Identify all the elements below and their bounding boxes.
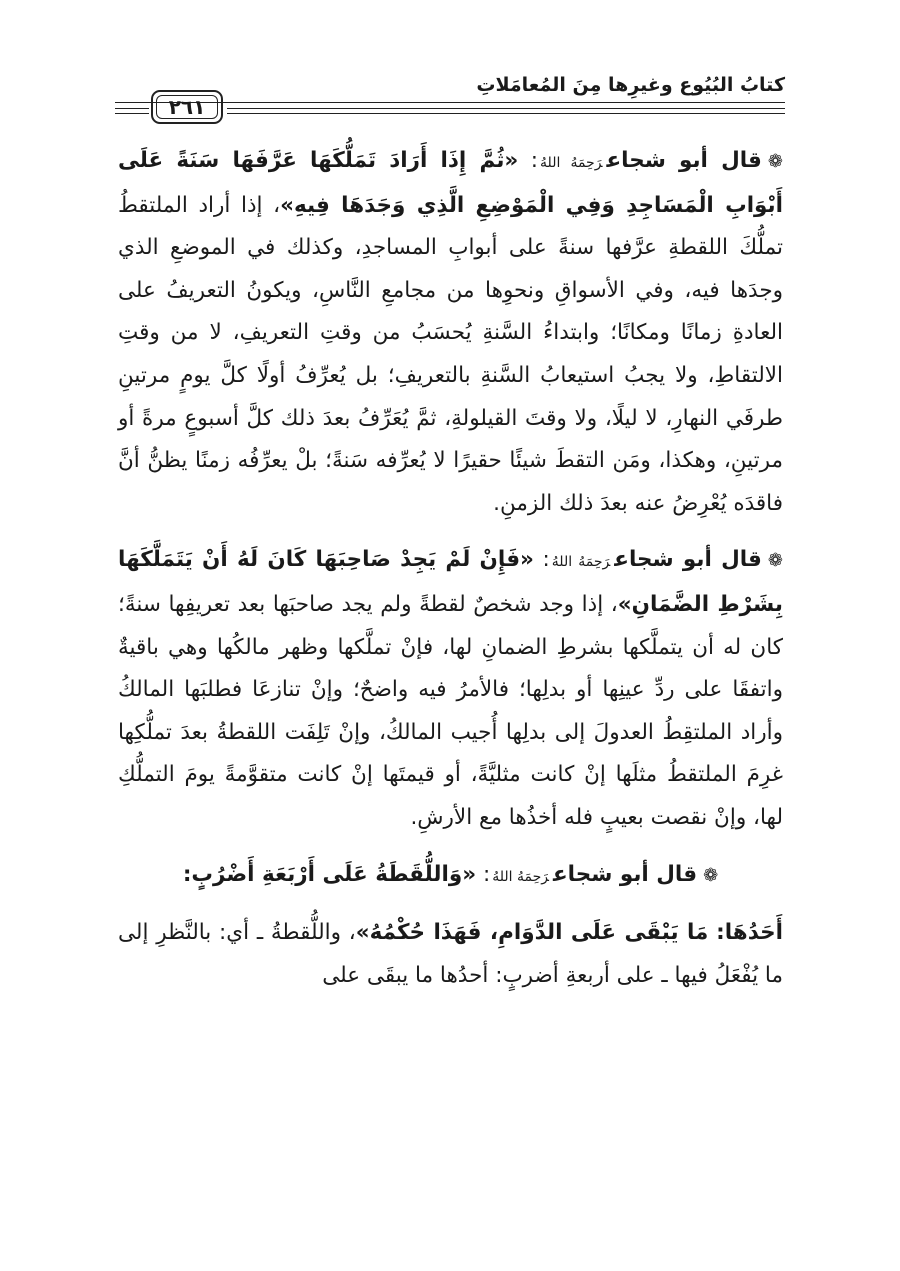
decorative-flower-icon: ❁ [703, 864, 719, 886]
header-rule [227, 113, 785, 114]
page-number: ٢٦١ [168, 95, 206, 119]
commentary: ، إذا وجد شخصٌ لقطةً ولم يجد صاحبَها بعد تعريفِها سنةً؛ كان له أن يتملَّكها بشرطِ الضمانِ لها، فإنْ تملَّكها وظهر مالكُها وهي باقيةٌ واتفقَا على ردِّ عينِها أو بدلِها؛ فالأمرُ فيه واضحٌ؛ وإنْ تنازعَا فطلبَها المالكُ وأراد الملتقِطُ العدولَ إلى بدلِها أُجيب المالكُ، وإنْ تَلِفَت اللقطةُ بعدَ تملُّكِها غرِمَ الملتقطُ مثلَها إنْ كانت مثليَّةً، أو قيمتَها إنْ كانت متقوَّمةً يومَ التملُّكِ لها، وإنْ نقصت بعيبٍ فله أخذُها مع الأرشِ. [118, 591, 783, 830]
speaker-name: قال أبو شجاع [606, 148, 762, 173]
header-rule [227, 108, 785, 109]
header-rule [115, 113, 149, 114]
speaker-name: قال أبو شجاع [614, 547, 762, 573]
honorific: رَحِمَهُ اللهُ [540, 155, 603, 171]
colon: : [542, 547, 550, 573]
paragraph [118, 912, 783, 997]
honorific: رَحِمَهُ اللهُ [551, 554, 611, 571]
quoted-text: «ثُمَّ إِذَا أَرَادَ تَمَلُّكَهَا عَرَّفَهَا سَنَةً عَلَى أَبْوَابِ الْمَسَاجِدِ وَفِي الْمَوْضِعِ الَّذِي وَجَدَهَا فِيهِ» [118, 148, 783, 218]
decorative-flower-icon: ❁ [767, 151, 783, 172]
colon: : [530, 148, 539, 173]
lead-word: أَحَدُهَا: [716, 920, 783, 946]
decorative-flower-icon: ❁ [767, 550, 783, 572]
paragraph [118, 854, 783, 899]
page-number-frame [151, 90, 223, 124]
quoted-text: «وَاللُّقَطَةُ عَلَى أَرْبَعَةِ أَضْرُبٍ: [182, 861, 477, 887]
page-header [115, 70, 785, 126]
speaker-name: قال أبو شجاع [552, 861, 698, 887]
colon: : [482, 861, 491, 887]
commentary: ، واللُّقطةُ ـ أي: بالنَّظرِ إلى ما يُفْعَلُ فيها ـ على أربعةِ أضربٍ: أحدُها ما يبقَى على [118, 920, 783, 988]
paragraph [118, 140, 783, 525]
commentary: ، إذا أراد الملتقطُ تملُّكَ اللقطةِ عرَّفها سنةً على أبوابِ المساجدِ، وكذلك في الموضعِ الذي وجدَها فيه، وفي الأسواقِ ونحوِها من مجامعِ النَّاسِ، ويكونُ التعريفُ على العادةِ زمانًا ومكانًا؛ وابتداءُ السَّنةِ يُحسَبُ من وقتِ التعريفِ، لا من وقتِ الالتقاطِ، ولا يجبُ استيعابُ السَّنةِ بالتعريفِ؛ بل يُعرِّفُ أولًا كلَّ يومٍ مرتينِ طرفَي النهارِ، لا ليلًا، ولا وقتَ القيلولةِ، ثمَّ يُعَرِّفُ بعدَ ذلك كلَّ أسبوعٍ مرةً أو مرتينِ، وهكذا، ومَن التقطَ شيئًا حقيرًا لا يُعرِّفه سَنةً؛ بلْ يعرِّفُه زمنًا يظنُّ أنَّ فاقدَه يُعْرِضُ عنه بعدَ ذلك الزمنِ. [118, 192, 783, 516]
honorific: رَحِمَهُ اللهُ [492, 868, 549, 885]
page-content [118, 140, 783, 997]
quoted-text: «فَإِنْ لَمْ يَجِدْ صَاحِبَهَا كَانَ لَهُ أَنْ يَتَمَلَّكَهَا بِشَرْطِ الضَّمَانِ» [118, 547, 783, 617]
header-rule [115, 108, 149, 109]
quoted-text: مَا يَبْقَى عَلَى الدَّوَامِ، فَهَذَا حُكْمُهُ» [355, 920, 709, 946]
book-title: كتابُ البُيُوع وغيرِها مِنَ المُعامَلاتِ [476, 74, 785, 96]
paragraph [118, 539, 783, 839]
